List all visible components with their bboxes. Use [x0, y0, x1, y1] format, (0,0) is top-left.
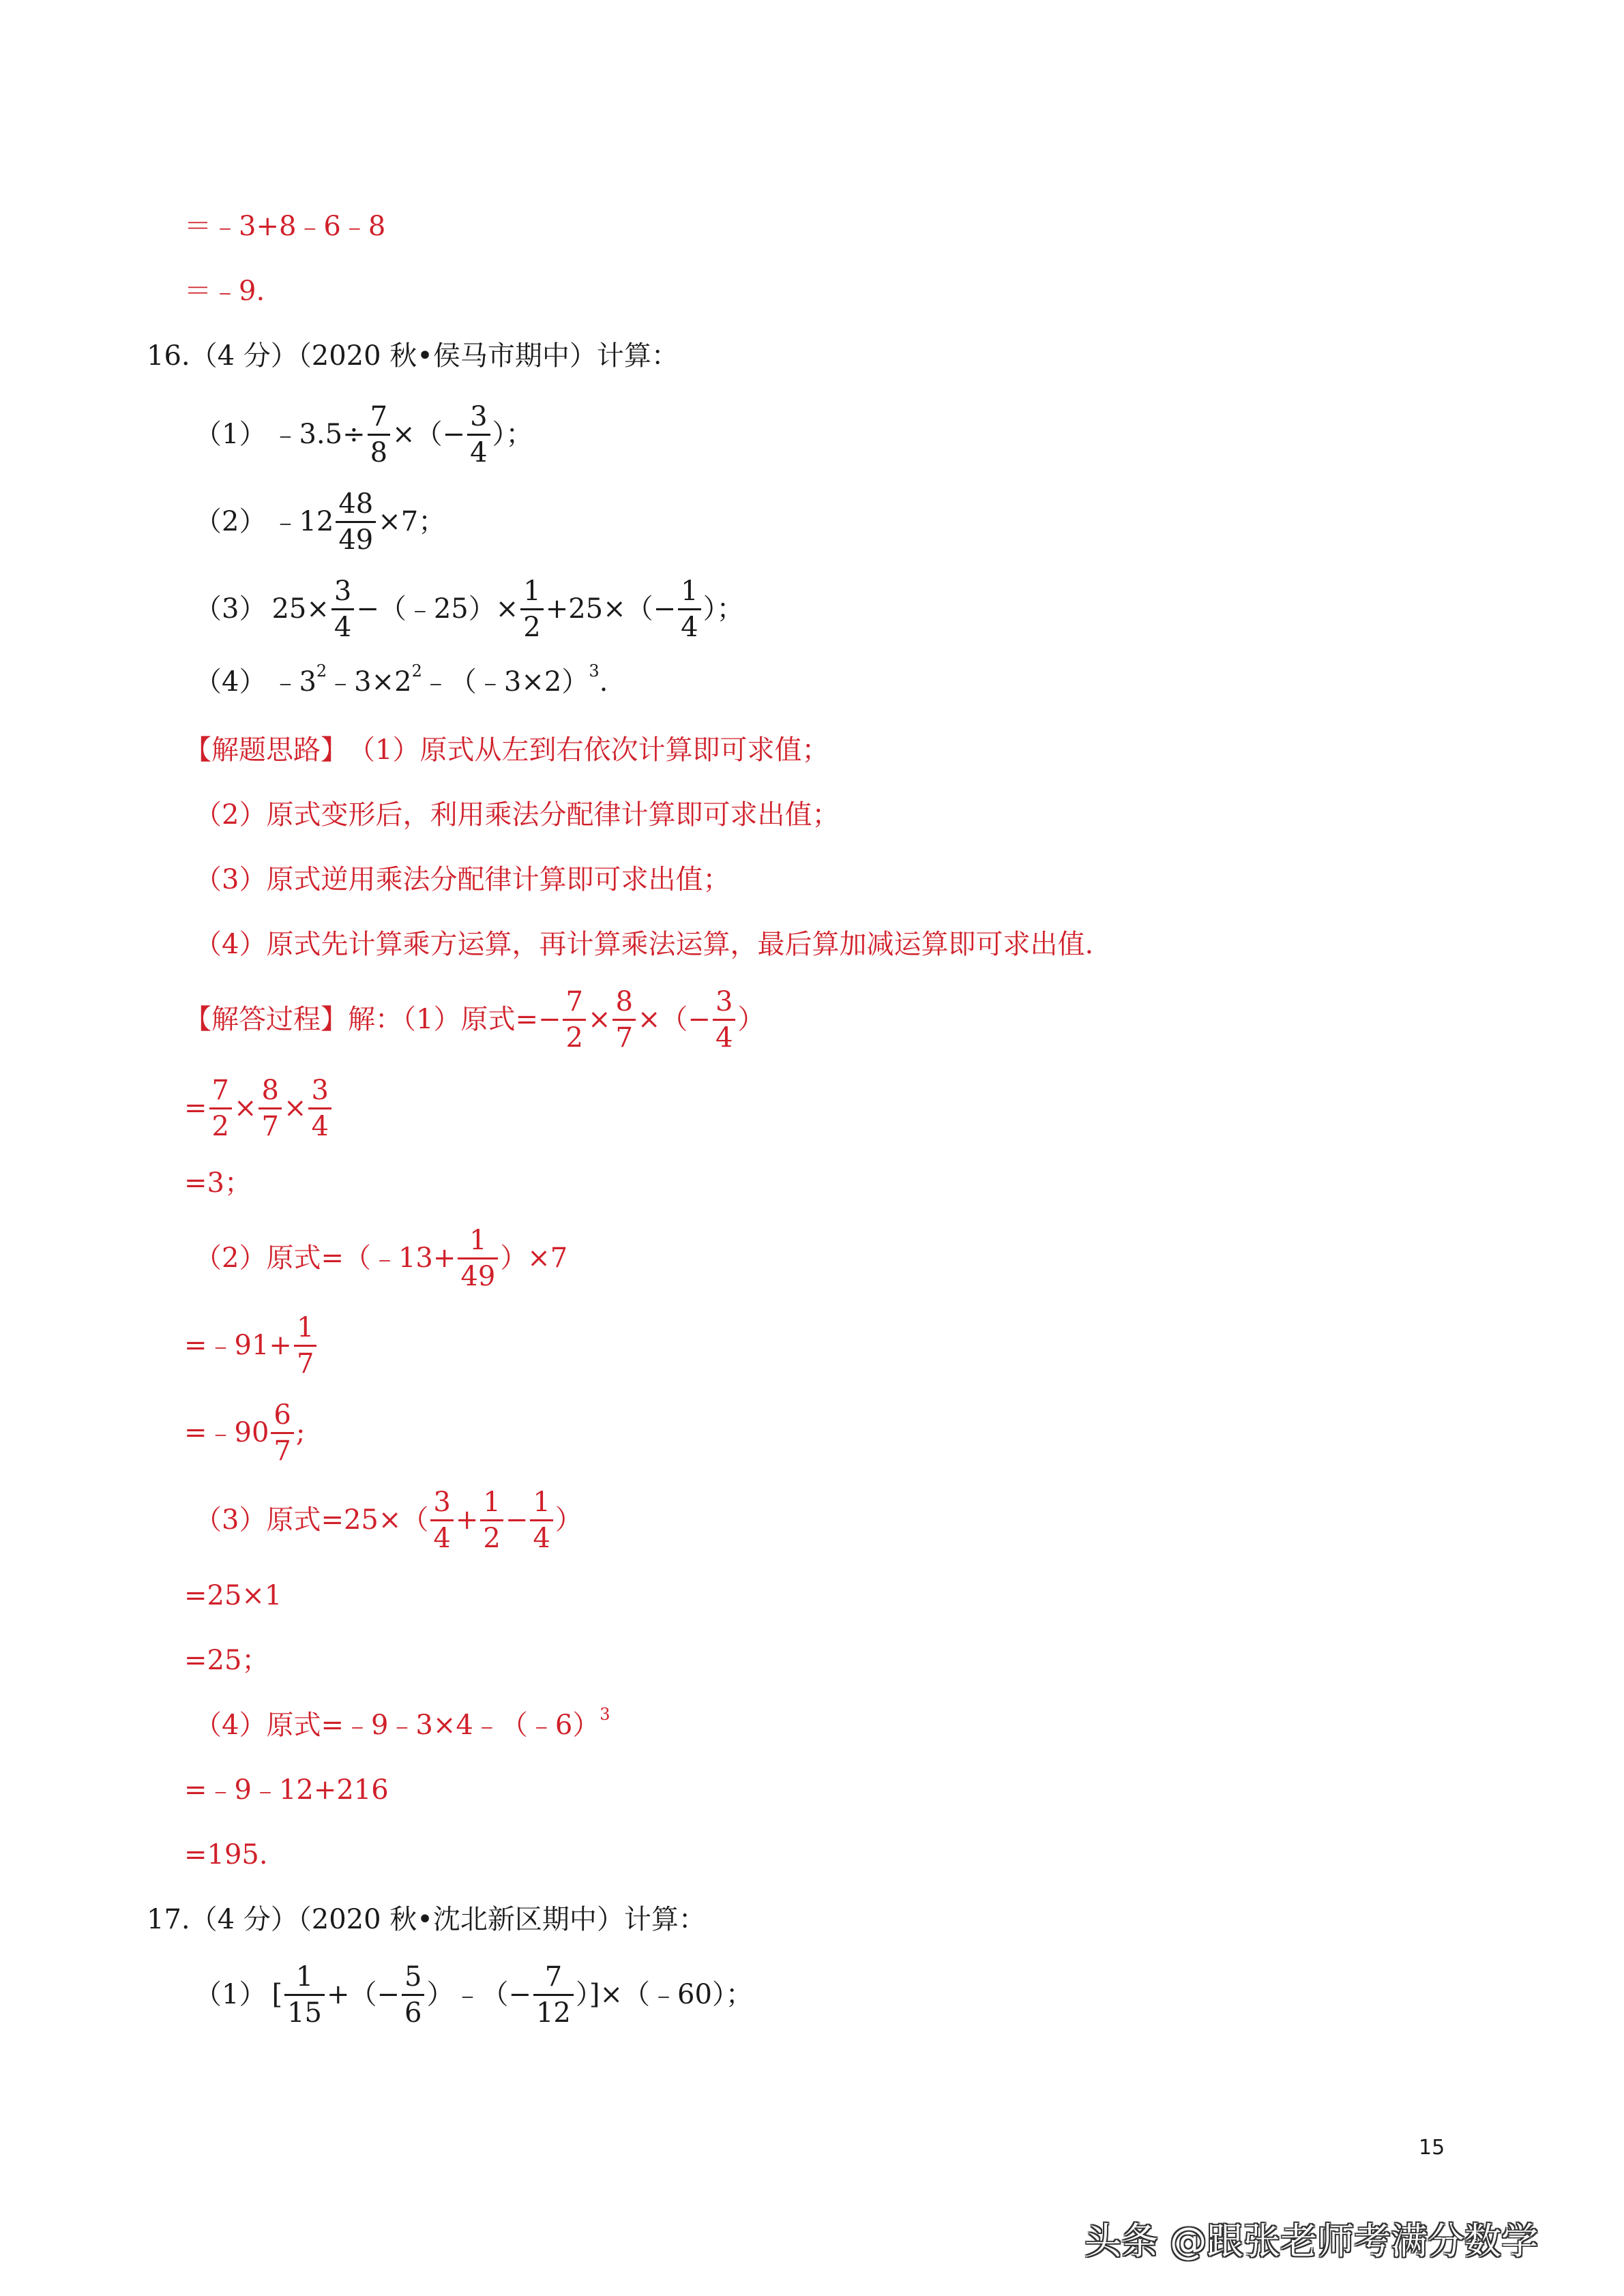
thinking-text: （4）原式先计算乘方运算，再计算乘法运算，最后算加减运算即可求出值.	[194, 929, 1094, 960]
fraction	[563, 985, 585, 1054]
expr-text: ）﹣（−	[426, 1979, 531, 2010]
page-number: 15	[1419, 2136, 1445, 2160]
fraction	[209, 1074, 232, 1142]
denominator: 2	[483, 1522, 501, 1554]
denominator: 7	[274, 1435, 291, 1467]
denominator: 15	[287, 1997, 322, 2029]
question-17-part-1	[194, 1960, 753, 2029]
thinking-text: （1）原式从左到右依次计算即可求值；	[348, 734, 829, 766]
calc-text: ＝﹣9.	[184, 275, 265, 307]
expr-text: ﹣（﹣3×2）	[422, 666, 589, 698]
fraction	[259, 1074, 281, 1142]
expr-text: ×（−	[392, 419, 466, 450]
expr-text: =﹣9﹣12+216	[184, 1774, 389, 1806]
numerator: 1	[681, 575, 698, 607]
question-16-part-3	[194, 575, 744, 643]
expr-text: ）；	[703, 593, 744, 625]
part-label: （4）	[194, 666, 267, 698]
expr-text: ×	[233, 1092, 257, 1124]
expr-text: +（−	[326, 1979, 400, 2010]
fraction	[336, 490, 376, 554]
numerator: 1	[533, 1486, 550, 1518]
thinking-text: （3）原式逆用乘法分配律计算即可求出值；	[194, 864, 730, 895]
expr-text: （4）原式=﹣9﹣3×4﹣（﹣6）	[194, 1710, 600, 1741]
denominator: 6	[404, 1997, 422, 2029]
denominator: 4	[334, 611, 352, 643]
question-16-title	[147, 342, 679, 370]
fraction	[430, 1486, 453, 1554]
expr-text: −	[505, 1504, 529, 1536]
denominator: 4	[681, 611, 698, 643]
denominator: 49	[460, 1260, 496, 1292]
solution-line	[184, 1311, 319, 1380]
solution-heading: 【解答过程】	[184, 1004, 348, 1035]
numerator: 1	[483, 1486, 501, 1518]
fraction	[308, 1074, 331, 1142]
solution-line	[194, 1486, 582, 1554]
expr-text: ）	[555, 1504, 582, 1536]
solution-line	[194, 1224, 568, 1292]
exponent: 2	[316, 661, 327, 681]
numerator: 3	[470, 400, 488, 432]
denominator: 12	[535, 1997, 571, 2029]
exponent: 3	[600, 1705, 610, 1724]
exponent: 3	[589, 661, 600, 681]
expr-text: ）×7	[500, 1242, 568, 1274]
fraction	[713, 985, 735, 1054]
denominator: 4	[433, 1522, 451, 1554]
expr-text: ）]×（﹣60）；	[575, 1979, 753, 2010]
expr-text: （3）原式=25×（	[194, 1504, 429, 1536]
thinking-heading: 【解题思路】	[184, 734, 348, 766]
fraction	[520, 575, 543, 643]
question-16-part-1	[194, 400, 533, 468]
denominator: 2	[523, 611, 541, 643]
question-17-title	[147, 1906, 706, 1933]
solution-line	[184, 1582, 282, 1609]
expr-text: ;	[295, 1417, 306, 1448]
numerator: 6	[274, 1399, 291, 1431]
expr-text: 25×	[271, 593, 329, 625]
thinking-text: （2）原式变形后，利用乘法分配律计算即可求出值；	[194, 799, 840, 831]
expr-text: ）	[737, 1004, 765, 1035]
denominator: 4	[715, 1022, 733, 1054]
expr-text: =195.	[184, 1839, 268, 1870]
calc-text: ＝﹣3+8﹣6﹣8	[184, 211, 386, 242]
denominator: 4	[533, 1522, 550, 1554]
fraction	[612, 985, 635, 1054]
denominator: 7	[261, 1110, 279, 1142]
numerator: 1	[469, 1224, 487, 1256]
fraction	[530, 1486, 552, 1554]
numerator: 8	[615, 985, 633, 1017]
numerator: 1	[296, 1311, 314, 1343]
fraction	[284, 1960, 325, 2029]
denominator: 8	[370, 436, 388, 468]
expr-text: ×7；	[378, 506, 446, 537]
numerator: 7	[211, 1074, 229, 1106]
exponent: 2	[411, 661, 422, 681]
expr-text: ×（−	[637, 1004, 711, 1035]
fraction	[368, 400, 390, 468]
fraction	[678, 575, 700, 643]
fraction	[467, 400, 490, 468]
expr-text: =	[184, 1092, 207, 1124]
expr-text: .	[599, 666, 608, 698]
expr-text: +25×（−	[545, 593, 677, 625]
denominator: 4	[470, 436, 488, 468]
fraction	[458, 1224, 498, 1292]
thinking-line-4	[194, 931, 1093, 958]
numerator: 48	[338, 488, 374, 520]
expr-text: =25×1	[184, 1580, 282, 1611]
denominator: 4	[311, 1110, 329, 1142]
denominator: 7	[615, 1022, 633, 1054]
watermark: 头条 @跟张老师考满分数学	[1084, 2219, 1539, 2263]
question-16-part-4	[194, 661, 608, 699]
fraction	[294, 1311, 316, 1380]
expr-text: [	[271, 1979, 283, 2010]
thinking-line-1	[184, 736, 829, 764]
solution-line	[194, 1705, 610, 1742]
expr-text: =25；	[184, 1645, 269, 1676]
fraction	[480, 1486, 503, 1554]
expr-text: =﹣91+	[184, 1330, 292, 1361]
calc-line	[184, 275, 265, 307]
expr-text: =﹣90	[184, 1417, 269, 1448]
solution-line	[184, 1169, 252, 1197]
numerator: 7	[544, 1960, 563, 1993]
solution-line	[184, 1647, 269, 1674]
expr-text: ﹣3×2	[327, 666, 412, 698]
expr-text: =3；	[184, 1167, 252, 1199]
part-label: （2）	[194, 506, 267, 537]
numerator: 3	[433, 1486, 451, 1518]
solution-line	[184, 985, 765, 1054]
solution-line	[184, 1399, 306, 1467]
expr-text: ﹣12	[271, 506, 334, 537]
solution-line	[184, 1074, 334, 1142]
numerator: 5	[404, 1960, 422, 1993]
expr-text: ﹣3	[271, 666, 316, 698]
denominator: 2	[565, 1022, 583, 1054]
expr-text: +	[455, 1504, 479, 1536]
expr-text: ）；	[492, 419, 533, 450]
thinking-line-2	[194, 801, 839, 829]
expr-text: −（﹣25）×	[356, 593, 519, 625]
numerator: 8	[261, 1074, 279, 1106]
numerator: 3	[715, 985, 733, 1017]
expr-text: ﹣3.5÷	[271, 419, 366, 450]
expr-text: ×	[283, 1092, 307, 1124]
fraction	[271, 1401, 293, 1465]
question-16-part-2	[194, 488, 446, 556]
numerator: 7	[565, 985, 583, 1017]
numerator: 3	[311, 1074, 329, 1106]
denominator: 49	[338, 524, 374, 556]
question-title-text: 17.（4 分）（2020 秋•沈北新区期中）计算：	[147, 1904, 706, 1935]
expr-text: ×	[587, 1004, 611, 1035]
fraction	[331, 575, 354, 643]
thinking-line-3	[194, 866, 730, 893]
numerator: 7	[370, 400, 388, 432]
part-label: （1）	[194, 419, 267, 450]
numerator: 3	[334, 575, 352, 607]
fraction	[533, 1960, 574, 2029]
denominator: 7	[296, 1347, 314, 1380]
question-title-text: 16.（4 分）（2020 秋•侯马市期中）计算：	[147, 340, 679, 372]
fraction	[402, 1960, 424, 2029]
solution-line	[184, 1776, 389, 1804]
expr-text: 解：（1）原式=−	[348, 1004, 561, 1035]
calc-line	[184, 213, 385, 240]
part-label: （3）	[194, 593, 267, 625]
numerator: 1	[295, 1960, 314, 1993]
expr-text: （2）原式=（﹣13+	[194, 1242, 456, 1274]
part-label: （1）	[194, 1979, 267, 2010]
numerator: 1	[523, 575, 541, 607]
denominator: 2	[211, 1110, 229, 1142]
solution-line	[184, 1841, 268, 1868]
